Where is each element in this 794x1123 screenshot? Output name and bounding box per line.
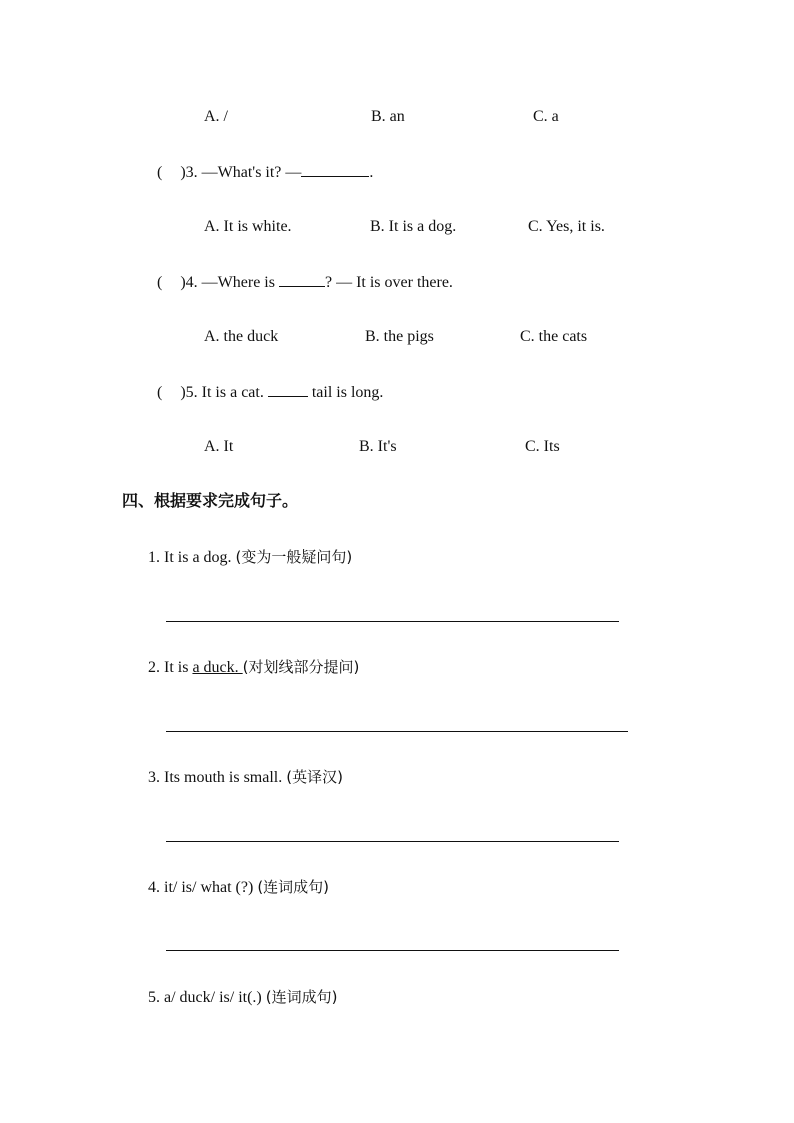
item-5-text: 5. a/ duck/ is/ it(.) <box>148 989 266 1006</box>
item-2-text: 2. It is <box>148 659 193 676</box>
q4-option-a: A. the duck <box>204 328 279 345</box>
question-5 <box>157 382 383 403</box>
q3-paren: ( <box>157 164 163 181</box>
q5-paren: ( <box>157 384 163 401</box>
item-3-text: 3. Its mouth is small. <box>148 769 287 786</box>
section4-item-4 <box>148 877 329 898</box>
q4-blank[interactable] <box>279 272 325 287</box>
item-4-text: 4. it/ is/ what (?) <box>148 879 258 896</box>
item-1-answer-line[interactable] <box>166 621 619 622</box>
q2-option-b: B. an <box>371 108 405 125</box>
q4-stem-before: )4. —Where is <box>180 274 279 291</box>
q3-option-a: A. It is white. <box>204 218 292 235</box>
question-4 <box>157 272 453 293</box>
q3-option-c: C. Yes, it is. <box>528 218 605 235</box>
item-2-note: (对划线部分提问) <box>242 658 360 676</box>
q4-paren: ( <box>157 274 163 291</box>
q5-option-b: B. It's <box>359 438 397 455</box>
q4-stem-after: ? — It is over there. <box>324 274 453 291</box>
item-5-note: (连词成句) <box>265 988 338 1006</box>
q5-stem-before: )5. It is a cat. <box>180 384 268 401</box>
item-3-answer-line[interactable] <box>166 841 619 842</box>
item-3-note: (英译汉) <box>286 768 343 786</box>
q3-end: . <box>369 164 374 181</box>
q5-option-a: A. It <box>204 438 234 455</box>
q3-option-b: B. It is a dog. <box>370 218 457 235</box>
section4-item-3 <box>148 767 343 788</box>
item-1-note: (变为一般疑问句) <box>235 548 353 566</box>
section4-item-5 <box>148 987 337 1008</box>
item-4-note: (连词成句) <box>257 878 330 896</box>
q4-option-b: B. the pigs <box>365 328 434 345</box>
q2-option-c: C. a <box>533 108 559 125</box>
q3-blank[interactable] <box>301 162 369 177</box>
section-4-title: 四、根据要求完成句子。 <box>122 491 299 510</box>
item-1-text: 1. It is a dog. <box>148 549 236 566</box>
item-2-answer-line[interactable] <box>166 731 628 732</box>
section4-item-1 <box>148 547 352 568</box>
q5-blank[interactable] <box>268 382 308 397</box>
item-2-underlined: a duck. <box>192 659 243 676</box>
question-3 <box>157 162 373 183</box>
item-4-answer-line[interactable] <box>166 950 619 951</box>
q5-option-c: C. Its <box>525 438 560 455</box>
section4-item-2 <box>148 657 359 678</box>
q5-stem-after: tail is long. <box>307 384 384 401</box>
q4-option-c: C. the cats <box>520 328 588 345</box>
q2-option-a: A. / <box>204 108 228 125</box>
q3-stem: )3. —What's it? — <box>180 164 302 181</box>
